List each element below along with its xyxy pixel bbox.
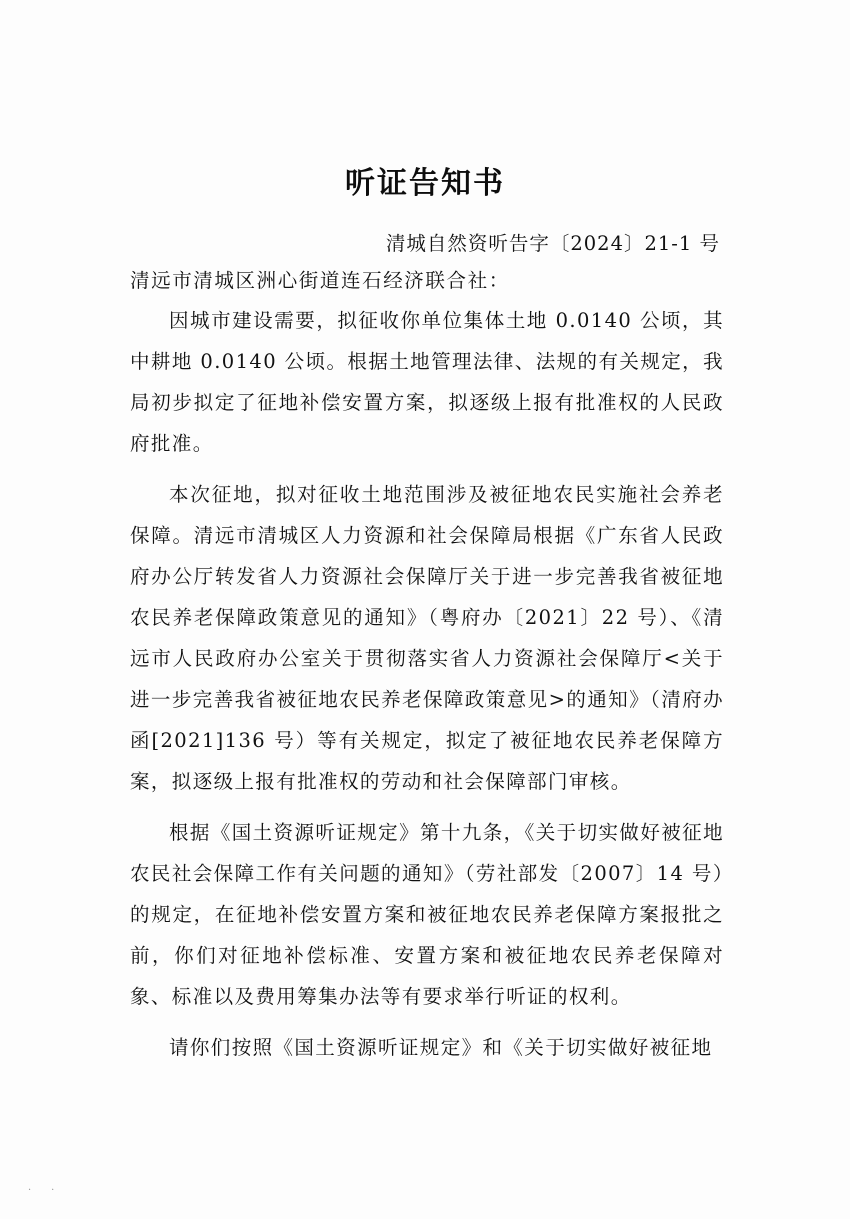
- paragraph-land-acquisition: 因城市建设需要，拟征收你单位集体土地 0.0140 公顷，其中耕地 0.0140 公顷。根据土地管理法律、法规的有关规定，我局初步拟定了征地补偿安置方案，拟逐级上报有批准权的人民政府批准。: [130, 309, 724, 455]
- addressee: 清远市清城区洲心街道连石经济联合社：: [130, 269, 510, 292]
- paragraph-hearing-rights: 根据《国土资源听证规定》第十九条，《关于切实做好被征地农民社会保障工作有关问题的通知》（劳社部发〔2007〕14 号）的规定，在征地补偿安置方案和被征地农民养老保障方案报批之前，你们对征地补偿标准、安置方案和被征地农民养老保障对象、标准以及费用筹集办法等有要求举行听证的权利。: [130, 821, 724, 1008]
- paragraph-request: 请你们按照《国土资源听证规定》和《关于切实做好被征地: [169, 1036, 713, 1059]
- document-title: 听证告知书: [345, 166, 505, 201]
- document-body: [130, 300, 724, 1078]
- document-number: 清城自然资听告字〔2024〕21-1 号: [385, 232, 720, 255]
- paragraph-social-security: 本次征地，拟对征收土地范围涉及被征地农民实施社会养老保障。清远市清城区人力资源和社会保障局根据《广东省人民政府办公厅转发省人力资源社会保障厅关于进一步完善我省被征地农民养老保障政策意见的通知》（粤府办〔2021〕22 号）、《清远市人民政府办公室关于贯彻落实省人力资源社会保障厅<关于进一步完善我省被征地农民养老保障政策意见>的通知》（清府办函[2021]136 号）等有关规定，拟定了被征地农民养老保障方案，拟逐级上报有批准权的劳动和社会保障部门审核。: [130, 483, 724, 793]
- scan-specks: ··: [28, 1185, 75, 1196]
